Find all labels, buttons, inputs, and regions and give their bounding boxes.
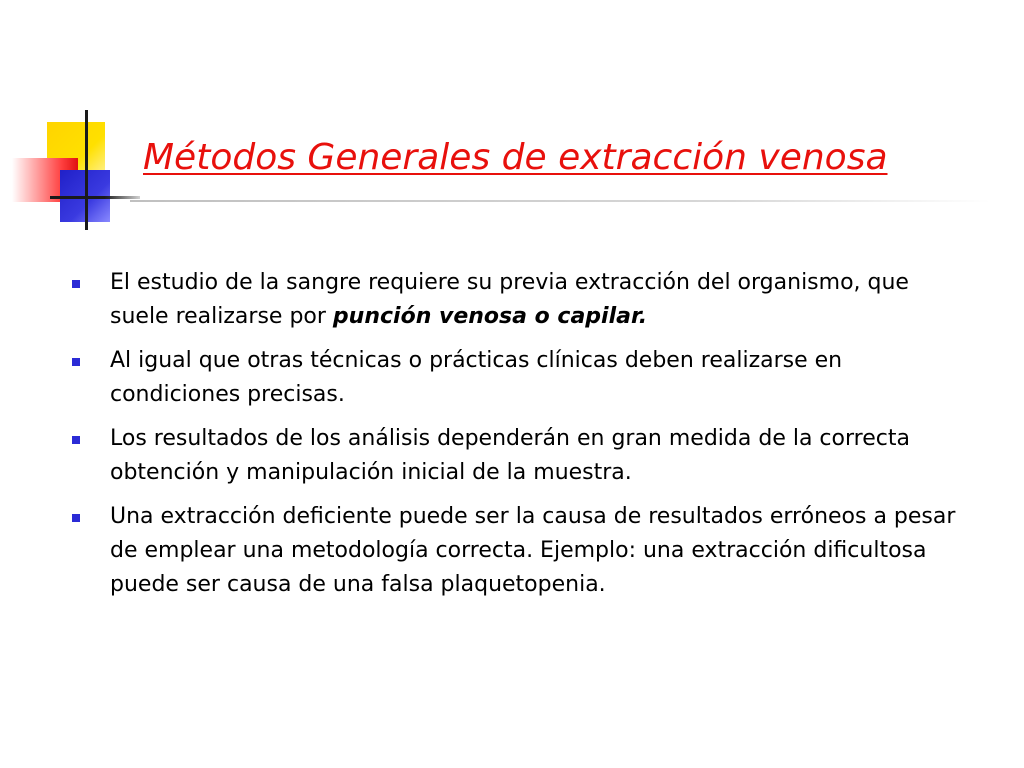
bullet-text: Los resultados de los análisis dependerán en gran medida de la correcta obtención y manipulación inicial de la muestra. — [110, 426, 910, 485]
bullet-marker-icon — [72, 436, 80, 444]
bullet-text: El estudio de la sangre requiere su previa extracción del organismo, que suele realizarse por — [110, 270, 909, 329]
bullet-emphasis: punción venosa o capilar. — [332, 304, 648, 329]
bullet-item-2 — [72, 344, 972, 412]
decorative-logo — [0, 0, 150, 240]
logo-vertical-line — [85, 110, 88, 230]
bullet-item-4 — [72, 500, 972, 602]
bullet-marker-icon — [72, 280, 80, 288]
bullet-list — [72, 266, 972, 612]
bullet-marker-icon — [72, 358, 80, 366]
slide-title: Métodos Generales de extracción venosa — [143, 137, 888, 178]
bullet-text: Al igual que otras técnicas o prácticas clínicas deben realizarse en condiciones precisas. — [110, 348, 843, 407]
bullet-text: Una extracción deficiente puede ser la causa de resultados erróneos a pesar de emplear una metodología correcta. Ejemplo: una extracción dificultosa puede ser causa de una falsa plaquetopenia. — [110, 504, 956, 597]
bullet-item-1 — [72, 266, 972, 334]
bullet-item-3 — [72, 422, 972, 490]
bullet-marker-icon — [72, 514, 80, 522]
title-divider — [130, 200, 990, 202]
logo-horizontal-line — [50, 196, 140, 199]
